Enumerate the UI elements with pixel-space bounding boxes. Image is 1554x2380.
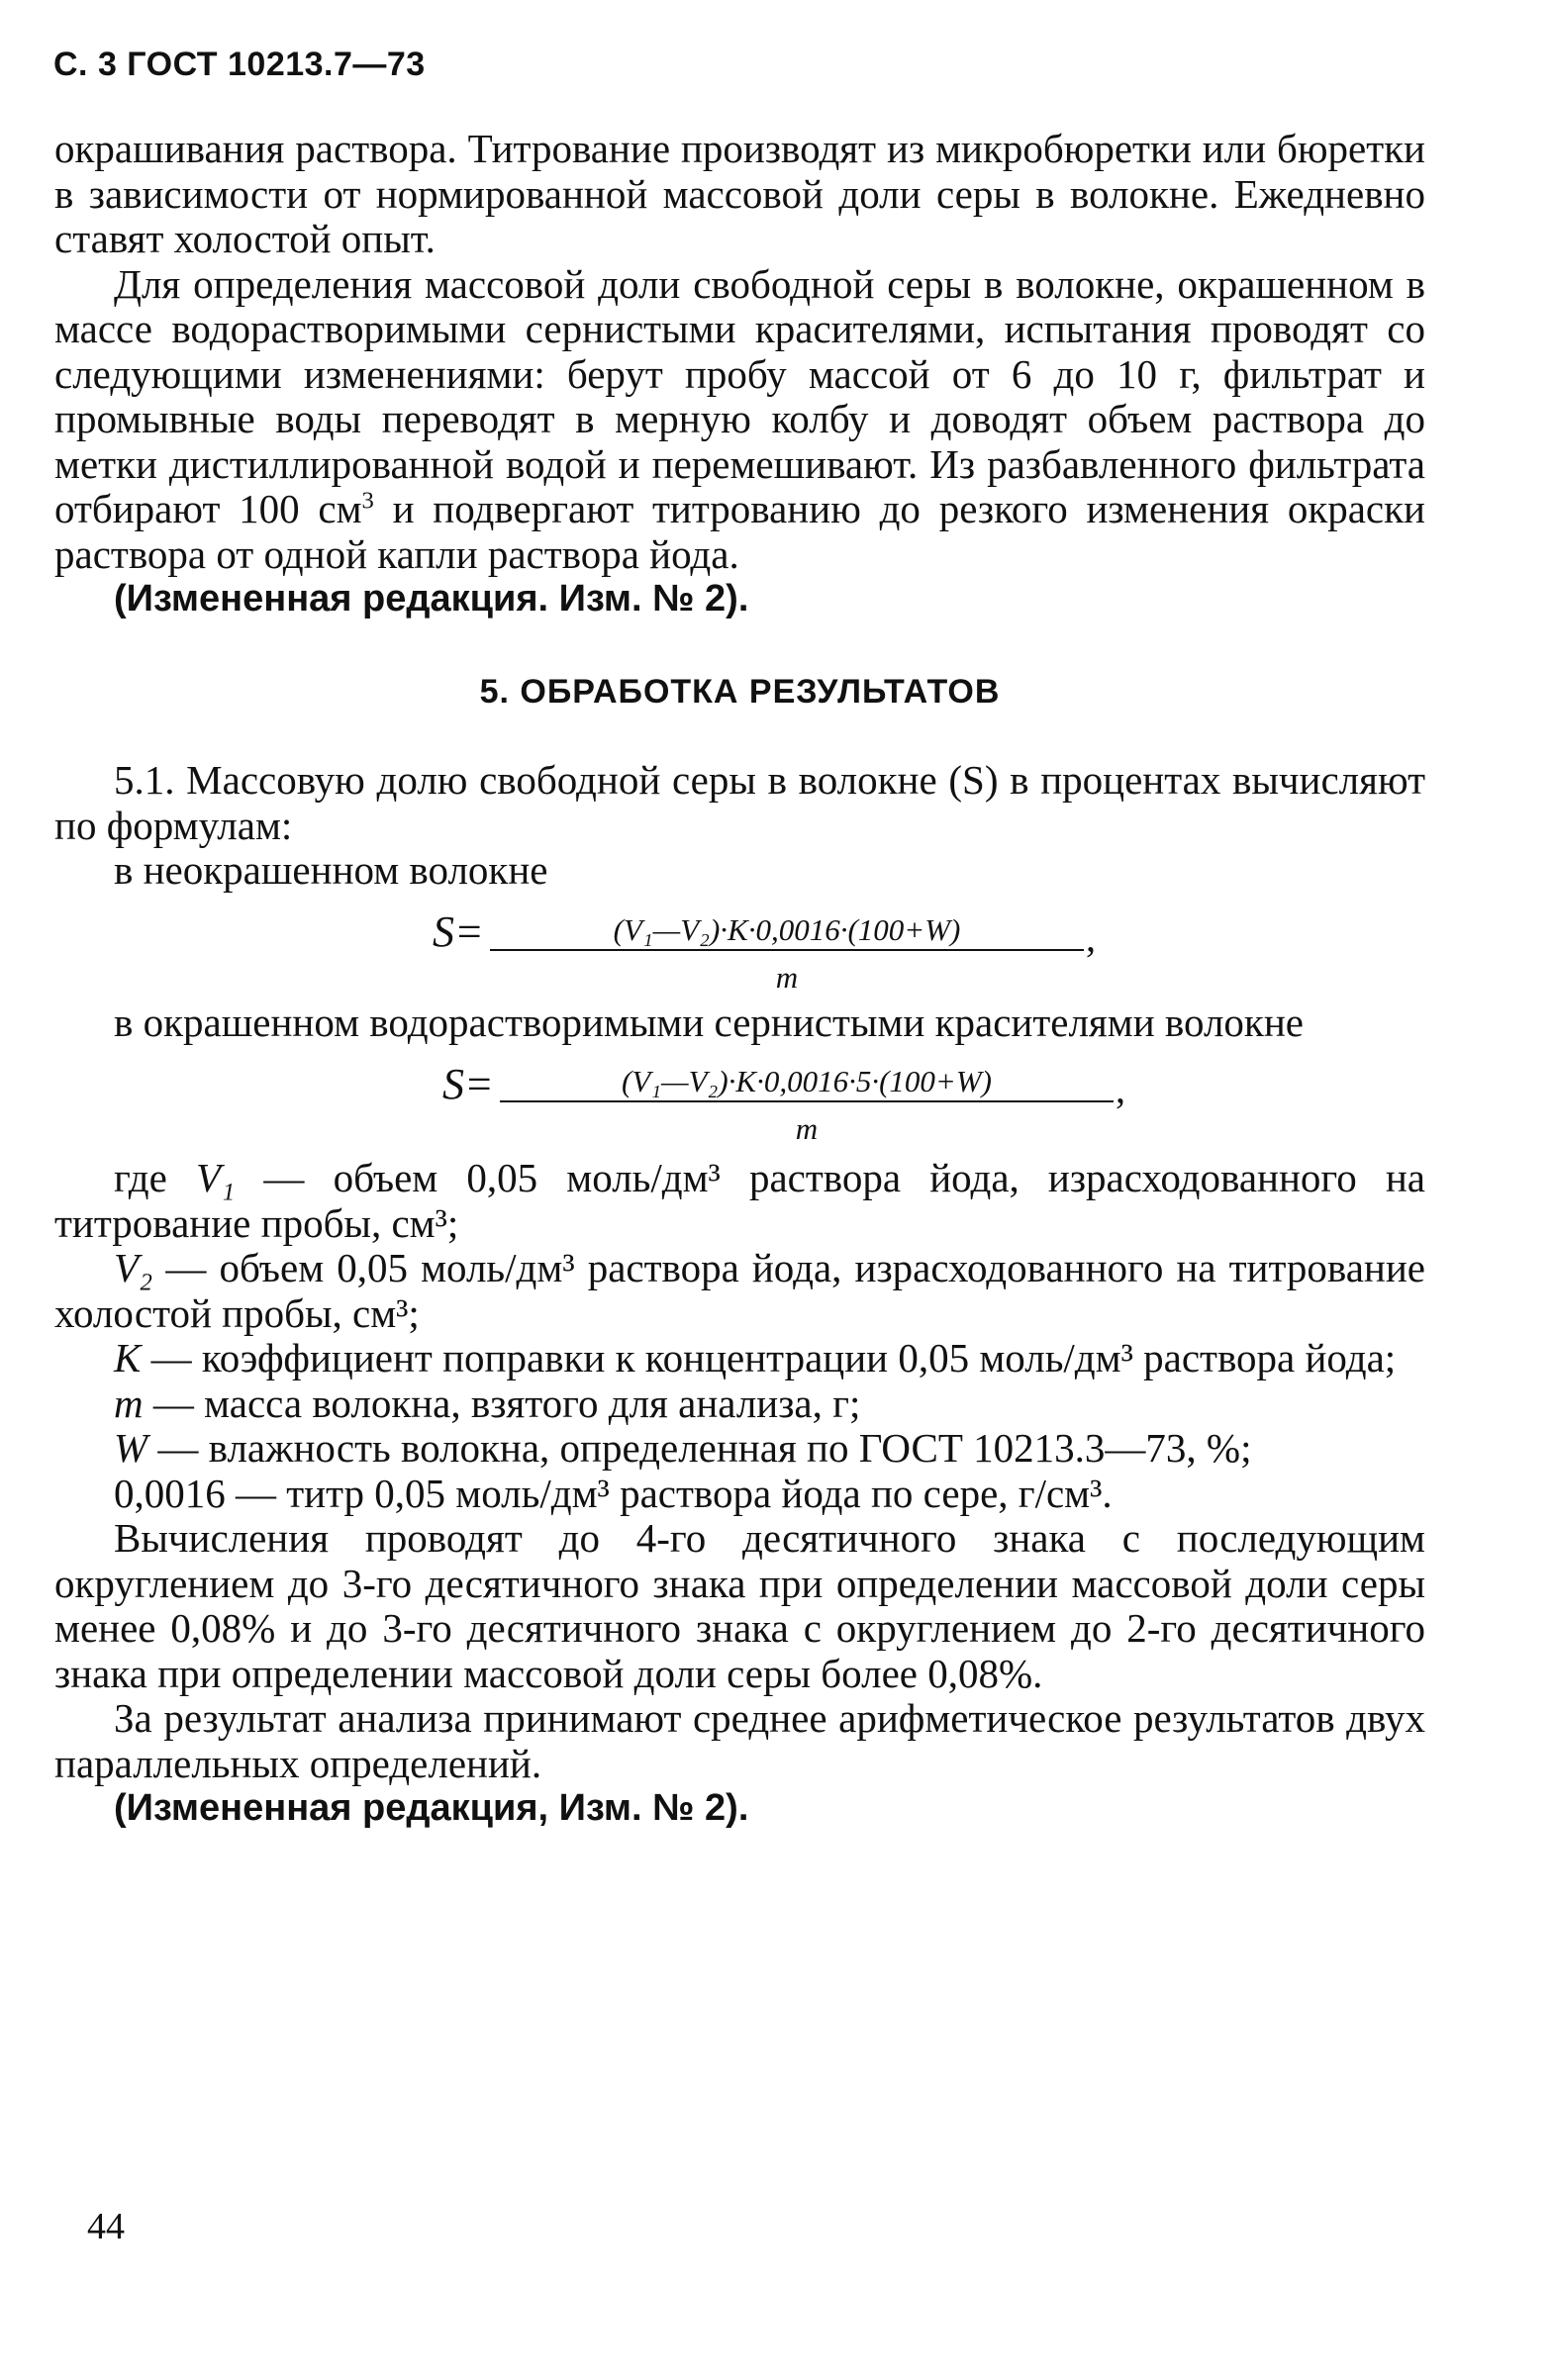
formula-numerator: (V₁—V₂)·K·0,0016·5·(100+W) — [622, 1064, 992, 1098]
result-definition: За результат анализа принимают среднее арифметическое результатов двух параллельных определений. — [54, 1695, 1425, 1786]
definition-v1: — объем 0,05 моль/дм³ раствора йода, израсходованного на титрование пробы, см³; — [54, 1155, 1425, 1246]
formula-end: , — [1116, 1067, 1125, 1111]
amendment-note: (Измененная редакция. Изм. № 2). — [114, 578, 749, 619]
paragraph-continuation: окрашивания раствора. Титрование производят из микробюретки или бюретки в зависимости от нормированной массовой доли серы в волокне. Ежедневно ставят холостой опыт. — [54, 126, 1425, 261]
paragraph-free-sulfur-dyed — [54, 262, 1425, 578]
symbol-w: W — [114, 1425, 148, 1471]
symbol-v1: V₁ — [195, 1155, 236, 1200]
page-body — [54, 127, 1425, 1832]
definition-w: — влажность волокна, определенная по ГОСТ 10213.3—73, %; — [147, 1425, 1252, 1471]
section-title: 5. ОБРАБОТКА РЕЗУЛЬТАТОВ — [479, 672, 1001, 711]
fraction-bar — [490, 949, 1084, 951]
paragraph-text-a: Для определения массовой доли свободной серы в волокне, окрашенном в массе водорастворимыми сернистыми красителями, испытания проводят со следующими изменениями: берут пробу массой от 6 до 10 г, фильтрат и промывные воды переводят в мерную колбу и доводят объем раствора до метки дистиллированной водой и перемешивают. Из разбавленного фильтрата отбирают 100 см — [54, 260, 1425, 531]
superscript: 3 — [361, 487, 374, 515]
formula-lhs: S= — [442, 1059, 494, 1108]
definition-v2: — объем 0,05 моль/дм³ раствора йода, израсходованного на титрование холостой пробы, см³; — [54, 1245, 1425, 1336]
page-number: 44 — [87, 2206, 125, 2247]
formula-denominator: m — [795, 1111, 819, 1146]
symbol-v2: V₂ — [114, 1245, 153, 1290]
formula-undyed — [54, 894, 1425, 997]
fraction-bar — [500, 1100, 1114, 1102]
variable-definitions — [54, 1156, 1425, 1516]
variable-m — [54, 1381, 1425, 1427]
variable-k — [54, 1336, 1425, 1381]
paragraph-text-b: и подвергают титрованию до резкого изменения окраски раствора от одной капли раствора йода. — [54, 486, 1425, 577]
where-word: где — [114, 1155, 196, 1200]
calculation-precision: Вычисления проводят до 4-го десятичного знака с последующим округлением до 3-го десятичного знака при определении массовой доли серы менее 0,08% и до 3-го десятичного знака с округлением до 2-го десятичного знака при определении массовой доли серы более 0,08%. — [54, 1515, 1425, 1696]
definition-m: — масса волокна, взятого для анализа, г; — [143, 1380, 861, 1426]
case-dyed-label: в окрашенном водорастворимыми сернистыми красителями волокне — [114, 999, 1304, 1045]
symbol-m: m — [114, 1380, 144, 1426]
variable-v2 — [54, 1246, 1425, 1336]
formula-end: , — [1086, 914, 1096, 960]
page-header: С. 3 ГОСТ 10213.7—73 — [53, 46, 426, 83]
clause-5-1-intro: 5.1. Массовую долю свободной серы в волокне (S) в процентах вычисляют по формулам: — [54, 757, 1425, 848]
formula-denominator: m — [775, 959, 799, 995]
formula-lhs: S= — [433, 907, 484, 956]
formula-dyed — [54, 1045, 1425, 1148]
variable-titer: 0,0016 — титр 0,05 моль/дм³ раствора йода по сере, г/см³. — [114, 1470, 1113, 1516]
amendment-note: (Измененная редакция, Изм. № 2). — [114, 1787, 749, 1829]
variable-w — [54, 1426, 1425, 1472]
symbol-k: K — [114, 1335, 142, 1380]
variable-v1 — [54, 1156, 1425, 1246]
definition-k: — коэффициент поправки к концентрации 0,05 моль/дм³ раствора йода; — [141, 1335, 1397, 1380]
formula-numerator: (V₁—V₂)·K·0,0016·(100+W) — [613, 911, 961, 947]
case-undyed-label: в неокрашенном волокне — [114, 847, 548, 893]
